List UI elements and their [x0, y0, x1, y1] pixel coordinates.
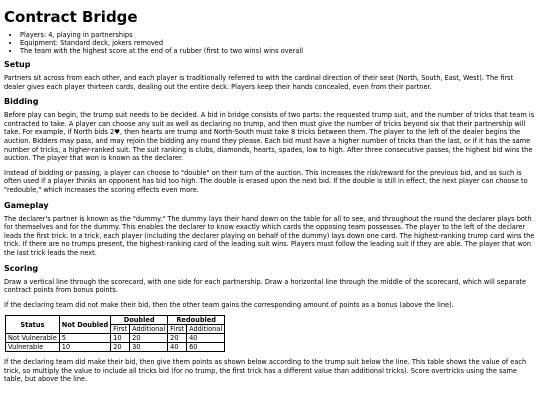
section-heading-gameplay: Gameplay [4, 200, 49, 210]
table-header-redoubled: Redoubled [168, 316, 225, 325]
table-header-doubled: Doubled [111, 316, 168, 325]
scoring-paragraph-1: Draw a vertical line through the scorecard, with one side for each partnership. Draw a horizontal line through the middle of the scorecard, which will separate contract points from bonus points. [4, 277, 527, 295]
bidding-paragraph-1: Before play can begin, the trump suit needs to be decided. A bid in bridge consists of two parts: the requested trump suit, and the number of tricks that team is contracted to take. A player can choose any suit as well as declaring no trump, and then must give the number of tricks beyond six that their partnership will take. For example, if North bids 2♥, then hearts are trump and North-South must take 8 tricks between them. The player to the left of the dealer begins the auction. Bidders may pass, and may rejoin the bidding any round they please. Each bid must have a higher number of tricks than the last, or if it has the same number of tricks, a higher-ranked suit. The suit ranking is clubs, diamonds, hearts, spades, low to high. After three consecutive passes, the highest bid wins the auction. The player that won is known as the declarer. [4, 111, 535, 163]
summary-list [4, 31, 535, 55]
gameplay-paragraph: The declarer's partner is known as the "dummy." The dummy lays their hand down on the table for all to see, and throughout the round the declarer plays both for themselves and for the dummy. This enables the declarer to know exactly which cards the opposing team possesses. The player to the left of the declarer leads the first trick. In a trick, each player (including the declarer playing on behalf of the dummy) lays down one card. The highest-ranking trump card wins the trick. If there are no trumps present, the highest-ranking card of the leading suit wins. Players must follow the leading suit if they are able. The player that won the last trick leads the next. [4, 214, 535, 257]
section-heading-scoring: Scoring [4, 263, 39, 273]
table-row [6, 334, 225, 343]
page-title: Contract Bridge [4, 8, 138, 26]
table-row [6, 343, 225, 352]
penalty-score-table [5, 315, 225, 352]
table-cell: 60 [187, 343, 225, 352]
bidding-paragraph-2: Instead of bidding or passing, a player can choose to "double" on their turn of the auction. This increases the risk/reward for the previous bid, and as such is often used if a player thinks an opponent has bid too high. The double is erased upon the next bid. If the double is still in effect, the next player can choose to "redouble," which increases the scoring effects even more. [4, 168, 528, 194]
section-heading-setup: Setup [4, 60, 31, 69]
table-subheader-additional: Additional [130, 325, 168, 334]
table-header-not-doubled: Not Doubled [59, 316, 110, 334]
table-cell: 40 [187, 334, 225, 343]
table-header-status: Status [6, 316, 60, 334]
list-item: • Players: 4, playing in partnerships [20, 31, 535, 39]
scoring-paragraph-3: If the declaring team did make their bid, then give them points as shown below according to the trump suit below the line. This table shows the value of each trick, so multiply the value to include all tricks bid (for no trump, the first trick has a different value than additional tricks). Score overtricks using the same table, but above the line. [4, 358, 527, 384]
table-cell: 10 [59, 343, 110, 352]
table-cell: 20 [168, 334, 187, 343]
table-cell: 20 [111, 343, 130, 352]
table-cell: Not Vulnerable [6, 334, 60, 343]
table-cell: Vulnerable [6, 343, 60, 352]
list-item: • Equipment: Standard deck, jokers removed [20, 39, 535, 47]
table-subheader-additional: Additional [187, 325, 225, 334]
table-cell: 5 [59, 334, 110, 343]
table-subheader-first: First [111, 325, 130, 334]
scoring-paragraph-2: If the declaring team did not make their bid, then the other team gains the corresponding amount of points as a bonus (above the line). [4, 300, 454, 309]
table-cell: 30 [130, 343, 168, 352]
table-cell: 20 [130, 334, 168, 343]
section-heading-bidding: Bidding [4, 97, 39, 107]
table-subheader-first: First [168, 325, 187, 334]
list-item: • The team with the highest score at the end of a rubber (first to two wins) wins overall [20, 47, 535, 55]
table-cell: 10 [111, 334, 130, 343]
setup-paragraph: Partners sit across from each other, and each player is traditionally referred to with the cardinal direction of their seat (North, South, East, West). The first dealer gives each player thirteen cards, dealing out the entire deck. Players keep their hands concealed, even from their partner. [4, 74, 514, 91]
table-cell: 40 [168, 343, 187, 352]
